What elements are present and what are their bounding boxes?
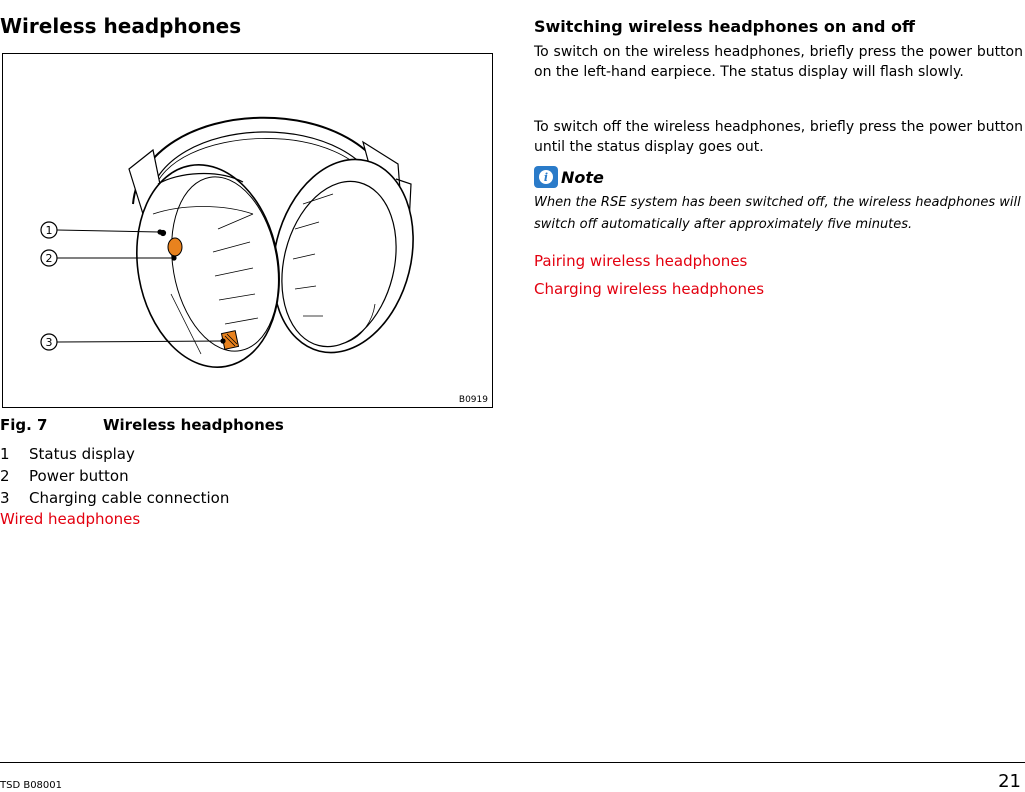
callout-3: 3 xyxy=(45,336,53,349)
link-wired-headphones[interactable]: Wired headphones xyxy=(0,510,141,528)
document-code: TSD B08001 xyxy=(0,780,63,791)
legend-number: 3 xyxy=(0,489,10,507)
callout-2: 2 xyxy=(45,252,53,265)
legend-number: 1 xyxy=(0,445,10,463)
figure-caption xyxy=(0,416,284,434)
subsection-heading: Switching wireless headphones on and off xyxy=(534,17,915,36)
figure-code: B0919 xyxy=(458,395,488,405)
figure-number: Fig. 7 xyxy=(0,416,48,434)
legend-item xyxy=(0,465,229,487)
callout-1: 1 xyxy=(45,224,53,237)
headphones-illustration xyxy=(3,54,492,407)
page-number: 21 xyxy=(998,771,1021,792)
figure-headphones xyxy=(2,53,493,408)
figure-title: Wireless headphones xyxy=(103,416,284,434)
link-charging-wireless-headphones[interactable]: Charging wireless headphones xyxy=(534,280,765,298)
paragraph-switch-off: To switch off the wireless headphones, briefly press the power button until the status display goes out. xyxy=(534,119,1023,155)
legend-label: Charging cable connection xyxy=(29,489,230,507)
legend-item xyxy=(0,487,229,509)
info-icon: i xyxy=(534,166,558,188)
legend-label: Power button xyxy=(29,467,129,485)
section-heading: Wireless headphones xyxy=(0,14,242,38)
paragraph-switch-on: To switch on the wireless headphones, briefly press the power button on the left-hand earpiece. The status display will flash slowly. xyxy=(534,44,1023,80)
note-text: When the RSE system has been switched off, the wireless headphones will switch off automatically after approximately five minutes. xyxy=(534,195,1021,232)
footer-divider xyxy=(0,762,1025,763)
legend-item xyxy=(0,443,229,465)
figure-legend xyxy=(0,443,229,509)
link-pairing-wireless-headphones[interactable]: Pairing wireless headphones xyxy=(534,252,748,270)
legend-label: Status display xyxy=(29,445,135,463)
legend-number: 2 xyxy=(0,467,10,485)
note-label: Note xyxy=(561,167,604,187)
note-header xyxy=(534,165,604,189)
